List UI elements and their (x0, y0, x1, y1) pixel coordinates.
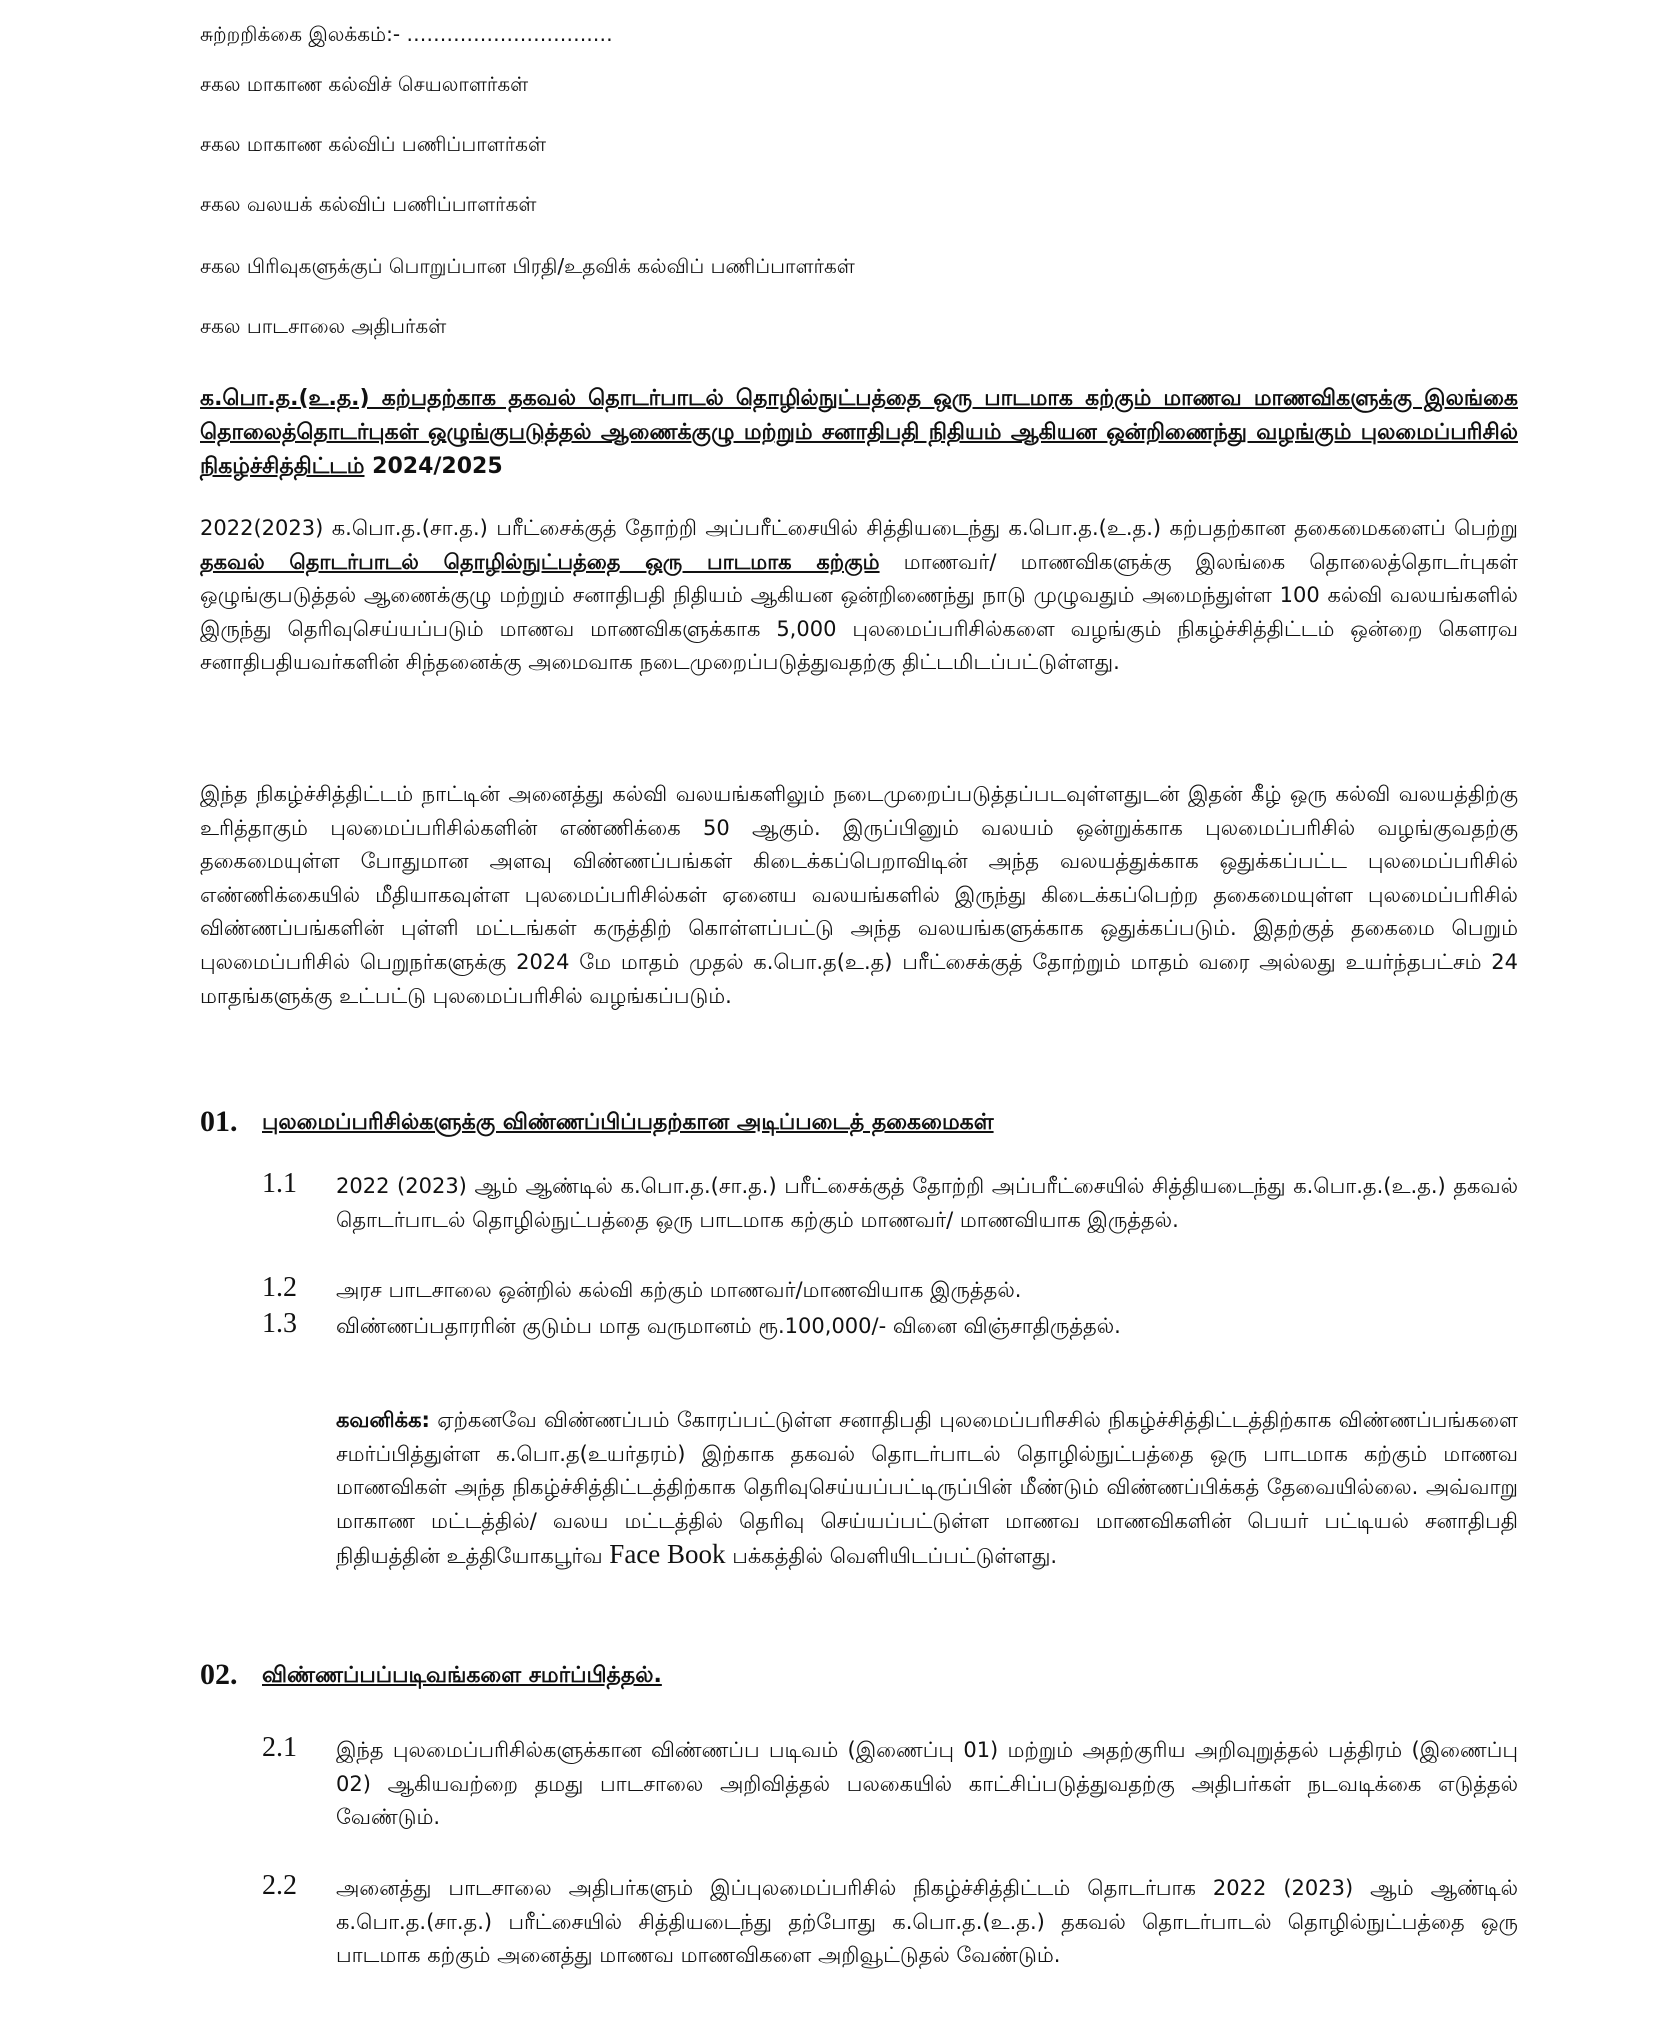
item-2-2-text: அனைத்து பாடசாலை அதிபர்களும் இப்புலமைப்பரிசில் நிகழ்ச்சித்திட்டம் தொடர்பாக 2022 (2023) ஆம் ஆண்டில் க.பொ.த.(சா.த.) பரீட்சையில் சித்தியடைந்து தற்போது க.பொ.த.(உ.த.) தகவல் தொடர்பாடல் தொழில்நுட்பத்தை ஒரு பாடமாக கற்கும் அனைத்து மாணவ மாணவிகளை அறிவூட்டுதல் வேண்டும். (336, 1876, 1518, 1968)
item-2-2-number: 2.2 (262, 1870, 297, 1901)
note-text: ஏற்கனவே விண்ணப்பம் கோரப்பட்டுள்ள சனாதிபதி புலமைப்பரிசசில் நிகழ்ச்சித்திட்டத்திற்காக விண்ணப்பங்களை சமர்ப்பித்துள்ள க.பொ.த(உயர்தரம்) இற்காக தகவல் தொடர்பாடல் தொழில்நுட்பத்தை ஒரு பாடமாக கற்கும் மாணவ மாணவிகள் அந்த நிகழ்ச்சித்திட்டத்திற்காக தெரிவுசெய்யப்பட்டிருப்பின் மீண்டும் விண்ணப்பிக்கத் தேவையில்லை. அவ்வாறு மாகாண மட்டத்தில்/ வலய மட்டத்தில் தெரிவு செய்யப்பட்டுள்ள மாணவ மாணவிகளின் பெயர் பட்டியல் சனாதிபதி நிதியத்தின் உத்தியோகபூர்வ (336, 1408, 1518, 1569)
intro-text-1: 2022(2023) க.பொ.த.(சா.த.) பரீட்சைக்குத் தோற்றி அப்பரீட்சையில் சித்தியடைந்து க.பொ.த.(உ.த.) கற்பதற்கான தகைமைகளைப் பெற்று (200, 516, 1518, 540)
section-2-title: விண்ணப்பப்படிவங்களை சமர்ப்பித்தல். (262, 1663, 662, 1688)
addressee-principals: சகல பாடசாலை அதிபர்கள் (200, 314, 447, 338)
section-2-number: 02. (200, 1658, 238, 1691)
item-1-3-text: விண்ணப்பதாரரின் குடும்ப மாத வருமானம் ரூ.100,000/- வினை விஞ்சாதிருத்தல். (336, 1314, 1121, 1338)
item-1-2-text: அரச பாடசாலை ஒன்றில் கல்வி கற்கும் மாணவர்/மாணவியாக இருத்தல். (336, 1278, 1022, 1302)
section-1-number: 01. (200, 1105, 238, 1138)
note-label: கவனிக்க: (336, 1408, 430, 1432)
title-text: க.பொ.த.(உ.த.) கற்பதற்காக தகவல் தொடர்பாடல் தொழில்நுட்பத்தை ஒரு பாடமாக கற்கும் மாணவ மாணவிகளுக்கு இலங்கை தொலைத்தொடர்புகள் ஒழுங்குபடுத்தல் ஆணைக்குழு மற்றும் சனாதிபதி நிதியம் ஆகியன ஒன்றிணைந்து வழங்கும் புலமைப்பரிசில் நிகழ்ச்சித்திட்டம் (200, 386, 1518, 479)
item-1-2-number: 1.2 (262, 1272, 297, 1303)
addressee-deputy-directors: சகல பிரிவுகளுக்குப் பொறுப்பான பிரதி/உதவிக் கல்விப் பணிப்பாளர்கள் (200, 254, 855, 278)
item-1-1-text: 2022 (2023) ஆம் ஆண்டில் க.பொ.த.(சா.த.) பரீட்சைக்குத் தோற்றி அப்பரீட்சையில் சித்தியடைந்து க.பொ.த.(உ.த.) தகவல் தொடர்பாடல் தொழில்நுட்பத்தை ஒரு பாடமாக கற்கும் மாணவர்/ மாணவியாக இருத்தல். (336, 1174, 1518, 1232)
intro-text-2: மாணவர்/ மாணவிகளுக்கு இலங்கை தொலைத்தொடர்புகள் ஒழுங்குபடுத்தல் ஆணைக்குழு மற்றும் சனாதிபதி நிதியம் ஆகியன ஒன்றிணைந்து நாடு முழுவதும் அமைந்துள்ள 100 கல்வி வலயங்களில் இருந்து தெரிவுசெய்யப்படும் மாணவ மாணவிகளுக்காக 5,000 புலமைப்பரிசில்களை வழங்கும் நிகழ்ச்சித்திட்டம் ஒன்றை கௌரவ சனாதிபதியவர்களின் சிந்தனைக்கு அமைவாக நடைமுறைப்படுத்துவதற்கு திட்டமிடப்பட்டுள்ளது. (200, 549, 1518, 675)
item-2-1-number: 2.1 (262, 1732, 297, 1763)
addressee-provincial-directors: சகல மாகாண கல்விப் பணிப்பாளர்கள் (200, 132, 546, 156)
addressee-provincial-secretaries: சகல மாகாண கல்விச் செயலாளர்கள் (200, 72, 529, 96)
circular-number: சுற்றறிக்கை இலக்கம்:- ……………………….… (200, 22, 613, 46)
document-title (200, 382, 1518, 484)
note-tail: பக்கத்தில் வெளியிடப்பட்டுள்ளது. (725, 1544, 1058, 1569)
note-paragraph (336, 1404, 1518, 1574)
intro-paragraph (200, 512, 1518, 680)
item-1-1-number: 1.1 (262, 1168, 297, 1199)
addressee-zonal-directors: சகல வலயக் கல்விப் பணிப்பாளர்கள் (200, 192, 537, 216)
item-1-3-number: 1.3 (262, 1308, 297, 1339)
facebook-text: Face Book (609, 1539, 726, 1570)
intro-emphasis: தகவல் தொடர்பாடல் தொழில்நுட்பத்தை ஒரு பாடமாக கற்கும் (200, 549, 880, 574)
scheme-paragraph: இந்த நிகழ்ச்சித்திட்டம் நாட்டின் அனைத்து கல்வி வலயங்களிலும் நடைமுறைப்படுத்தப்படவுள்ளதுடன் இதன் கீழ் ஒரு கல்வி வலயத்திற்கு உரித்தாகும் புலமைப்பரிசில்களின் எண்ணிக்கை 50 ஆகும். இருப்பினும் வலயம் ஒன்றுக்காக புலமைப்பரிசில் வழங்குவதற்கு தகைமையுள்ள போதுமான அளவு விண்ணப்பங்கள் கிடைக்கப்பெறாவிடின் அந்த வலயத்துக்காக ஒதுக்கப்பட்ட புலமைப்பரிசில் எண்ணிக்கையில் மீதியாகவுள்ள புலமைப்பரிசில்கள் ஏனைய வலயங்களில் இருந்து கிடைக்கப்பெற்ற தகைமையுள்ள புலமைப்பரிசில் விண்ணப்பங்களின் புள்ளி மட்டங்கள் கருத்திற் கொள்ளப்பட்டு அந்த வலயங்களுக்காக ஒதுக்கப்படும். இதற்குத் தகைமை பெறும் புலமைப்பரிசில் பெறுநர்களுக்கு 2024 மே மாதம் முதல் க.பொ.த(உ.த) பரீட்சைக்குத் தோற்றும் மாதம் வரை அல்லது உயர்ந்தபட்சம் 24 மாதங்களுக்கு உட்பட்டு புலமைப்பரிசில் வழங்கப்படும். (200, 782, 1518, 1008)
title-year: 2024/2025 (364, 454, 503, 479)
section-1-title: புலமைப்பரிசில்களுக்கு விண்ணப்பிப்பதற்கான அடிப்படைத் தகைமைகள் (262, 1110, 994, 1135)
item-2-1-text: இந்த புலமைப்பரிசில்களுக்கான விண்ணப்ப படிவம் (இணைப்பு 01) மற்றும் அதற்குரிய அறிவுறுத்தல் பத்திரம் (இணைப்பு 02) ஆகியவற்றை தமது பாடசாலை அறிவித்தல் பலகையில் காட்சிப்படுத்துவதற்கு அதிபர்கள் நடவடிக்கை எடுத்தல் வேண்டும். (336, 1738, 1518, 1830)
